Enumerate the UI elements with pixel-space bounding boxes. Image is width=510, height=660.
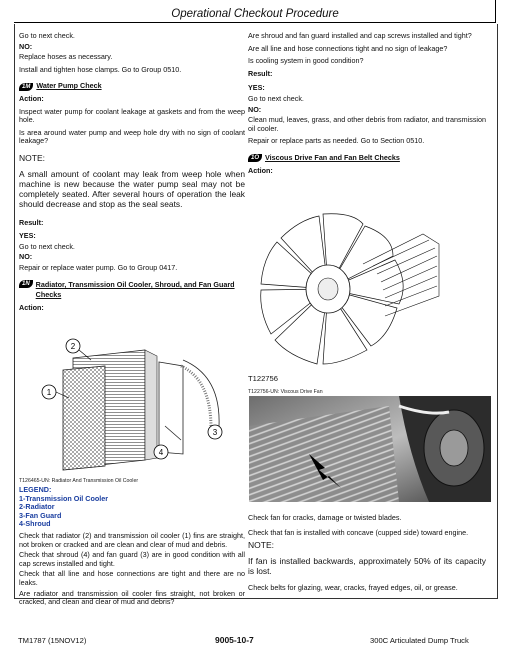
header-rule-end — [495, 0, 496, 22]
figure-caption: T126465-UN: Radiator And Transmission Oil Cooler — [19, 478, 139, 484]
text: Is cooling system in good condition? — [248, 56, 364, 66]
note-body: If fan is installed backwards, approximately 50% of its capacity is lost. — [248, 555, 486, 576]
legend-item: 2-Radiator — [19, 502, 55, 512]
text: Repair or replace water pump. Go to Group 0417. — [19, 262, 178, 272]
legend-item: 3-Fan Guard — [19, 510, 62, 520]
text: Are radiator and transmission oil cooler fins straight, not broken or cracked, and clean and clear of mud and debris? — [19, 588, 245, 607]
result-label: Result: — [248, 68, 273, 78]
text: Go to next check. — [19, 241, 75, 251]
footer-product: 300C Articulated Dump Truck — [370, 636, 469, 645]
section-heading — [248, 154, 486, 163]
footer-doc-id: TM1787 (15NOV12) — [18, 636, 87, 645]
result-label: Result: — [19, 218, 44, 228]
yes-label: YES: — [248, 83, 265, 93]
page-title: Operational Checkout Procedure — [171, 8, 339, 20]
left-column — [19, 32, 245, 315]
footer-page-number: 9005-10-7 — [215, 635, 254, 645]
text: Check that all line and hose connections are tight and there are no leaks. — [19, 569, 245, 587]
text: Check that radiator (2) and transmission oil cooler (1) fins are straight, not broken or cracked and are clean and clear of mud and debris. — [19, 531, 245, 549]
step-badge: 1N — [19, 280, 33, 288]
figure-code: T122756 — [248, 374, 278, 383]
text: Are shroud and fan guard installed and cap screws installed and tight? — [248, 31, 472, 40]
text: Check that fan is installed with concave (cupped side) toward engine. — [248, 527, 469, 537]
figure-caption: T122756-UN: Viscous Drive Fan — [248, 389, 323, 395]
text: Clean mud, leaves, grass, and other debris from radiator, and transmission oil cooler. — [248, 115, 486, 133]
legend-item: 1-Transmission Oil Cooler — [19, 493, 109, 503]
section-heading — [19, 280, 245, 300]
action-label: Action: — [248, 165, 273, 175]
text: Repair or replace parts as needed. Go to Section 0510. — [248, 136, 425, 146]
no-label: NO: — [19, 41, 33, 51]
section-title: Radiator, Transmission Oil Cooler, Shroud, and Fan Guard Checks — [35, 280, 235, 300]
right-column — [248, 32, 486, 177]
legend — [19, 486, 245, 529]
text: Check that shroud (4) and fan guard (3) are in good condition with all cap screws installed and tight. — [19, 550, 245, 568]
text: Check fan for cracks, damage or twisted blades. — [248, 513, 402, 522]
radiator-cooler-illustration — [33, 336, 233, 476]
action-label: Action: — [19, 303, 44, 313]
section-title: Water Pump Check — [36, 81, 102, 91]
header-rule — [14, 22, 496, 23]
text: Check belts for glazing, wear, cracks, frayed edges, oil, or grease. — [248, 583, 458, 593]
no-label: NO: — [248, 104, 262, 114]
left-column-lower — [19, 478, 245, 531]
section-title: Viscous Drive Fan and Fan Belt Checks — [265, 152, 400, 162]
callout-4-label: 4 — [158, 448, 164, 457]
text: Replace hoses as necessary. — [19, 52, 113, 62]
text: Is area around water pump and weep hole dry with no sign of coolant leakage? — [19, 127, 245, 146]
text: Inspect water pump for coolant leakage at gaskets and from the weep hole. — [19, 106, 245, 125]
note-heading: NOTE: — [248, 540, 274, 551]
step-badge: 1M — [19, 83, 33, 91]
text: Go to next check. — [19, 31, 75, 40]
legend-item: 4-Shroud — [19, 519, 51, 529]
no-label: NO: — [19, 252, 33, 262]
step-badge: 1O — [248, 154, 262, 162]
text: Are all line and hose connections tight and no sign of leakage? — [248, 43, 448, 53]
text: Go to next check. — [248, 93, 304, 103]
legend-heading: LEGEND: — [19, 485, 52, 494]
callout-1-label: 1 — [46, 388, 52, 397]
yes-label: YES: — [19, 230, 36, 240]
page-body — [14, 24, 498, 607]
callout-2-label: 2 — [70, 342, 76, 351]
right-column-lower — [248, 514, 486, 595]
note-body: A small amount of coolant may leak from weep hole when machine is new because the water pump seal may not be completely seated. After several hours of operation the leak should decrease and stop as the seal seats. — [19, 168, 245, 210]
action-label: Action: — [19, 93, 44, 103]
note-heading: NOTE: — [19, 152, 45, 163]
text: Install and tighten hose clamps. Go to Group 0510. — [19, 64, 182, 74]
fan-belt-photo — [249, 396, 491, 502]
page-header — [0, 0, 510, 24]
left-column-checks — [19, 532, 245, 609]
section-heading — [19, 82, 245, 91]
viscous-drive-fan-illustration — [253, 204, 443, 374]
callout-3-label: 3 — [212, 428, 218, 437]
